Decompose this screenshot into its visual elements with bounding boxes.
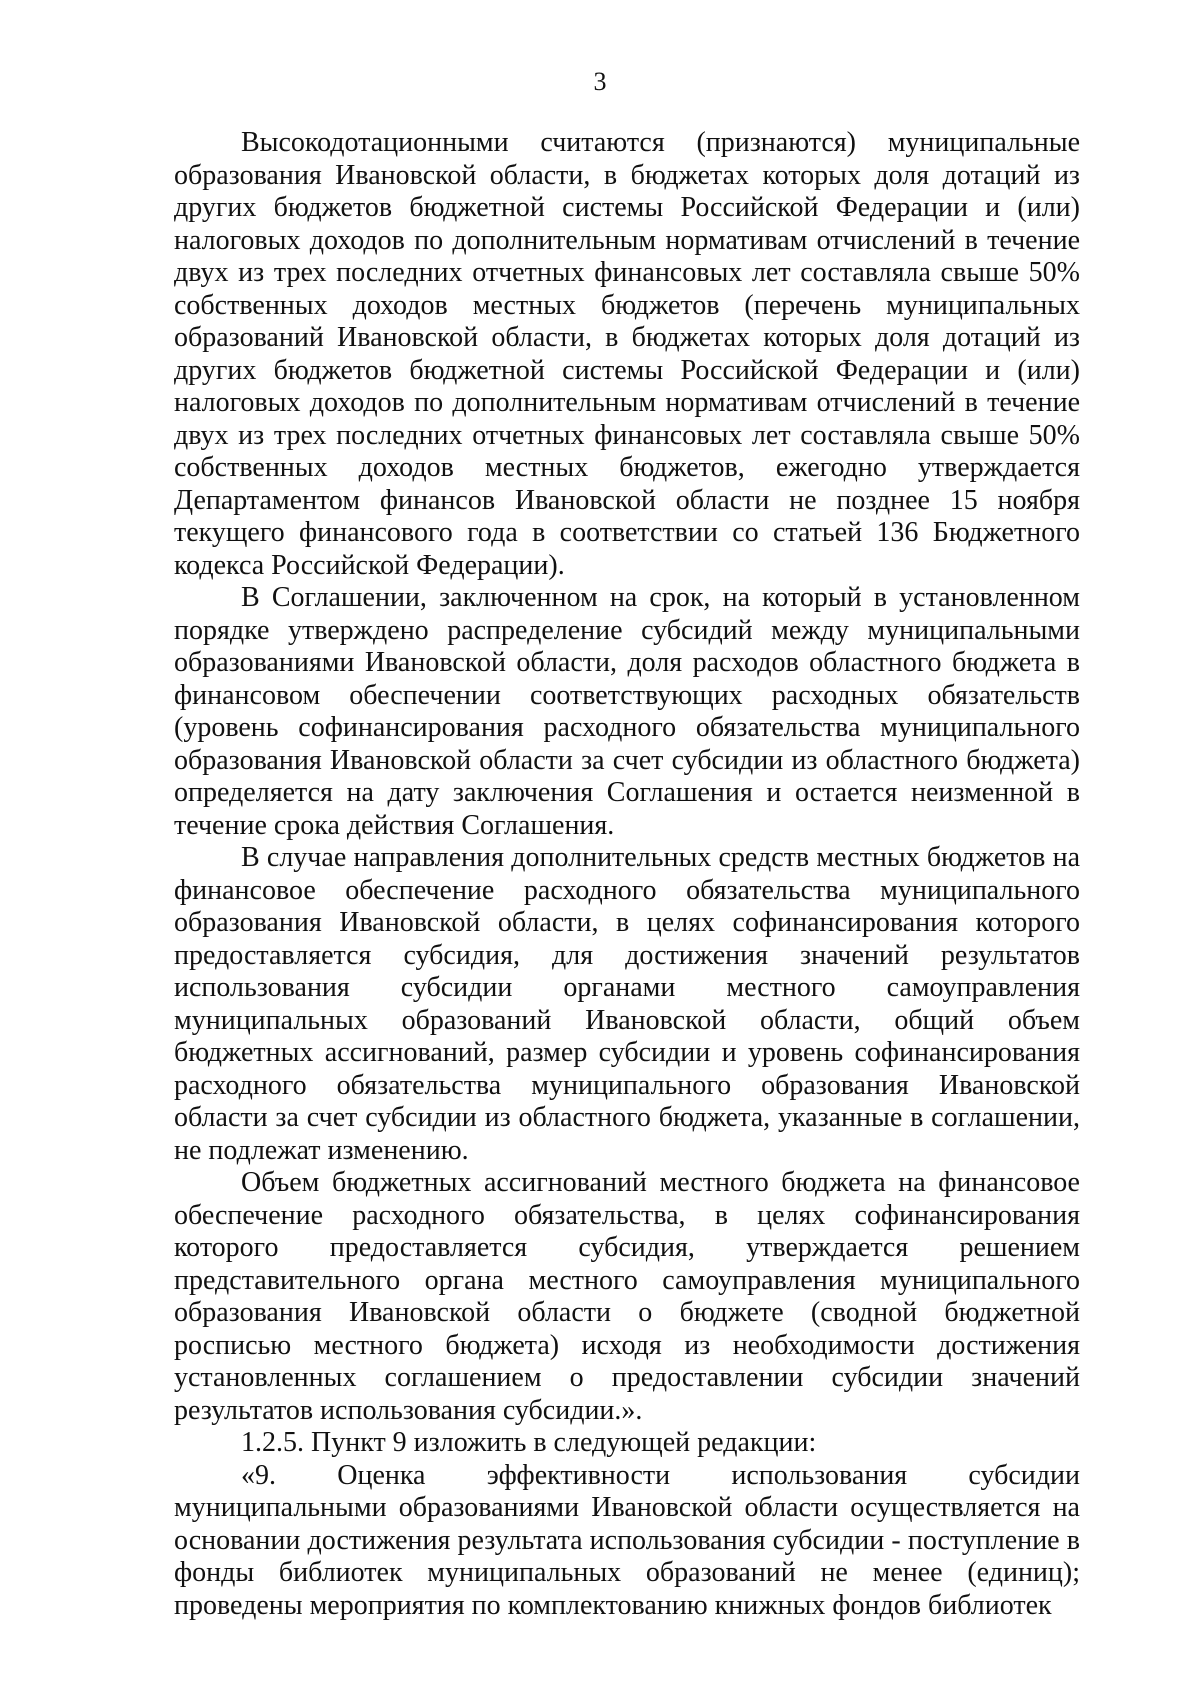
- document-body: [174, 127, 1080, 1622]
- paragraph-amendment-heading: 1.2.5. Пункт 9 изложить в следующей редакции:: [241, 1427, 817, 1458]
- paragraph-additional-funds: В случае направления дополнительных средств местных бюджетов на финансовое обеспечение расходного обязательства муниципального образования Ивановской области, в целях софинансирования которого предоставляется субсидия, для достижения значений результатов использования субсидии органами местного самоуправления муниципальных образований Ивановской области, общий объем бюджетных ассигнований, размер субсидии и уровень софинансирования расходного обязательства муниципального образования Ивановской области за счет субсидии из областного бюджета, указанные в соглашении, не подлежат изменению.: [174, 842, 1080, 1166]
- page-number: 3: [593, 67, 607, 96]
- paragraph-item-9: «9. Оценка эффективности использования субсидии муниципальными образованиями Ивановской области осуществляется на основании достижения результата использования субсидии - поступление в фонды библиотек муниципальных образований не менее (единиц); проведены мероприятия по комплектованию книжных фондов библиотек: [174, 1459, 1080, 1621]
- paragraph-high-subsidy-definition: Высокодотационными считаются (признаются) муниципальные образования Ивановской области, в бюджетах которых доля дотаций из других бюджетов бюджетной системы Российской Федерации и (или) налоговых доходов по дополнительным нормативам отчислений в течение двух из трех последних отчетных финансовых лет составляла свыше 50% собственных доходов местных бюджетов (перечень муниципальных образований Ивановской области, в бюджетах которых доля дотаций из других бюджетов бюджетной системы Российской Федерации и (или) налоговых доходов по дополнительным нормативам отчислений в течение двух из трех последних отчетных финансовых лет составляла свыше 50% собственных доходов местных бюджетов, ежегодно утверждается Департаментом финансов Ивановской области не позднее 15 ноября текущего финансового года в соответствии со статьей 136 Бюджетного кодекса Российской Федерации).: [174, 127, 1080, 581]
- paragraph-agreement-share: В Соглашении, заключенном на срок, на который в установленном порядке утверждено распределение субсидий между муниципальными образованиями Ивановской области, доля расходов областного бюджета в финансовом обеспечении соответствующих расходных обязательств (уровень софинансирования расходного обязательства муниципального образования Ивановской области за счет субсидии из областного бюджета) определяется на дату заключения Соглашения и остается неизменной в течение срока действия Соглашения.: [174, 582, 1080, 841]
- paragraph-budget-allocations: Объем бюджетных ассигнований местного бюджета на финансовое обеспечение расходного обязательства, в целях софинансирования которого предоставляется субсидия, утверждается решением представительного органа местного самоуправления муниципального образования Ивановской области о бюджете (сводной бюджетной росписью местного бюджета) исходя из необходимости достижения установленных соглашением о предоставлении субсидии значений результатов использования субсидии.».: [174, 1167, 1080, 1426]
